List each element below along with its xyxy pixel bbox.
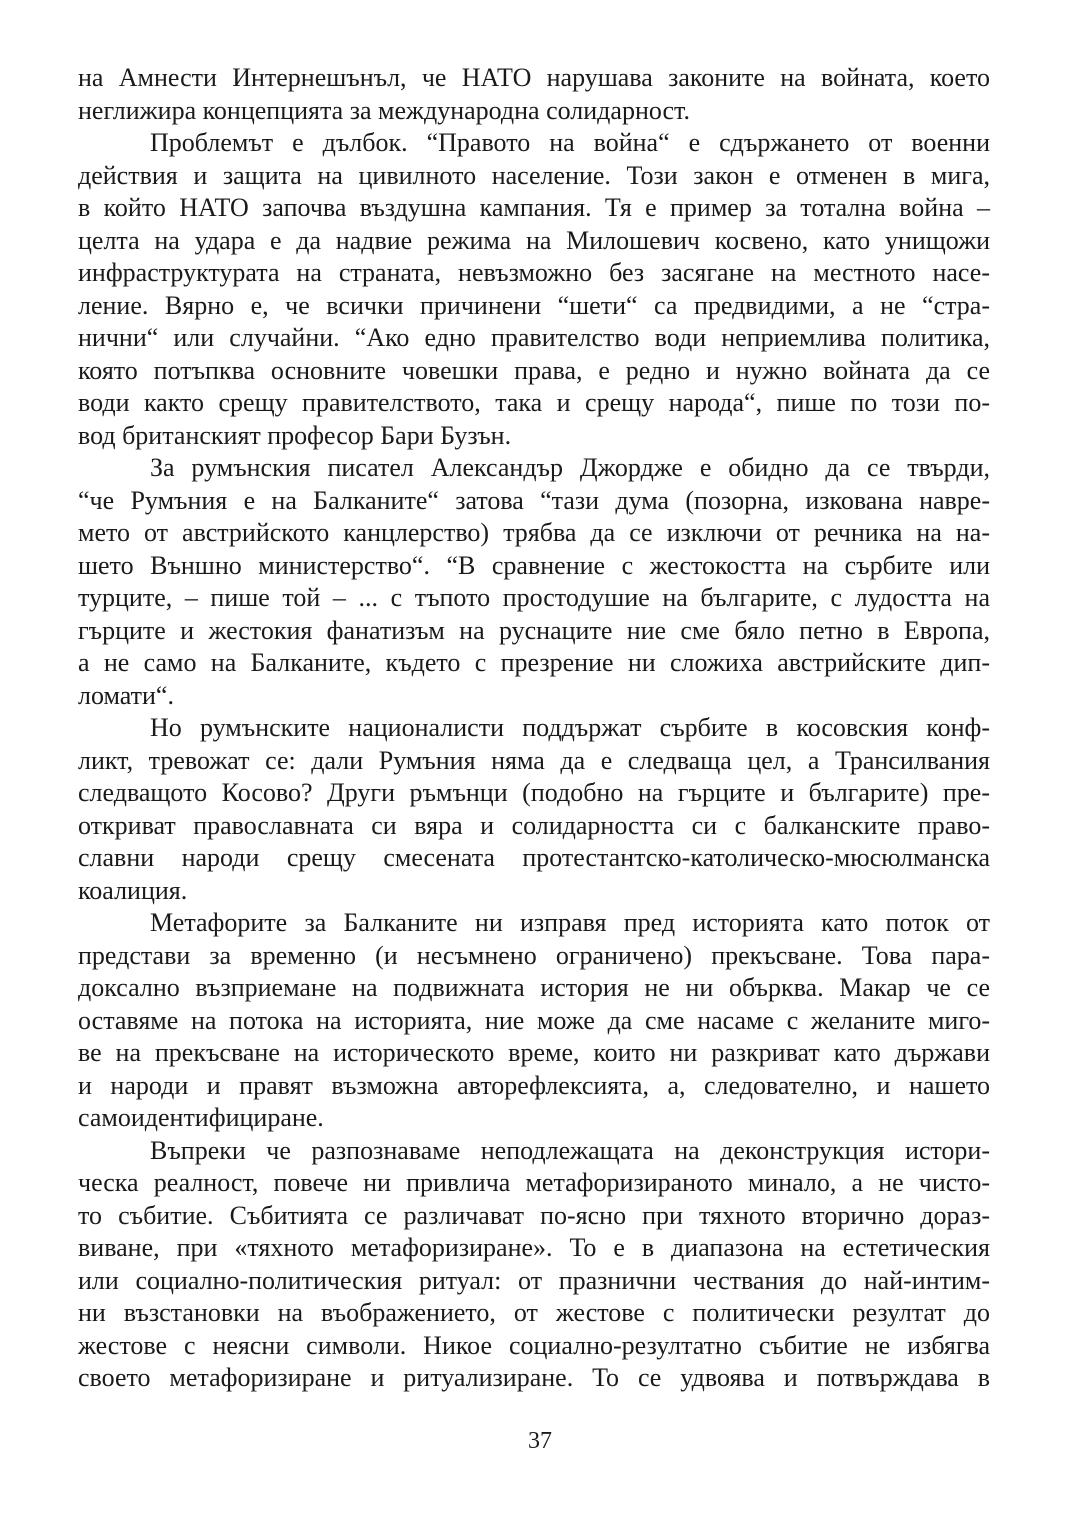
text-line: целта на удара е да надвие режима на Милошевич косвено, като унищожи — [78, 225, 990, 255]
text-line: на Амнести Интернешънъл, че НАТО нарушава законите на войната, което — [78, 63, 990, 92]
text-line: и народи и правят възможна авторефлексията, а, следователно, и нашето — [78, 1070, 990, 1100]
text-line: Метафорите за Балканите ни изправя пред историята като поток от — [150, 908, 990, 937]
text-line: Проблемът е дълбок. “Правото на война“ е сдържането от военни — [150, 128, 990, 157]
text-line: вод британският професор Бари Бузън. — [78, 420, 512, 450]
text-line: оставяме на потока на историята, ние може да сме насаме с желаните миго- — [78, 1005, 990, 1035]
text-line: коалиция. — [78, 875, 188, 905]
paragraph — [78, 452, 990, 712]
text-line: следващото Косово? Други ръмънци (подобно на гърците и българите) пре- — [78, 778, 990, 807]
paragraph — [78, 127, 990, 452]
paragraph — [78, 907, 990, 1135]
text-line: мето от австрийското канцлерство) трябва да се изключи от речника на на- — [78, 518, 990, 547]
text-line: виване, при «тяхното метафоризиране». То е в диапазона на естетическия — [78, 1233, 990, 1262]
paragraph — [78, 1135, 990, 1395]
text-line: действия и защита на цивилното население. Този закон е отменен в мига, — [78, 160, 990, 190]
text-line: ческа реалност, повече ни привлича метафоризираното минало, а не чисто- — [78, 1168, 990, 1197]
text-line: жестове с неясни символи. Никое социално-резултатно събитие не избягва — [78, 1330, 990, 1360]
text-line: ление. Вярно е, че всички причинени “шети“ са предвидими, а не “стра- — [78, 290, 990, 320]
text-line: или социално-политическия ритуал: от празнични чествания до най-интим- — [78, 1265, 990, 1295]
text-line: то събитие. Събитията се различават по-ясно при тяхното вторично дораз- — [78, 1200, 990, 1230]
text-line: самоидентифициране. — [78, 1103, 324, 1132]
paragraph — [78, 62, 990, 127]
text-line: която потъпква основните човешки права, е редно и нужно войната да се — [78, 355, 990, 385]
text-line: турците, – пише той – ... с тъпото простодушие на българите, с лудостта на — [78, 583, 990, 612]
text-line: славни народи срещу смесената протестантско-католическо-мюсюлманска — [78, 843, 990, 872]
text-line: инфраструктурата на страната, невъзможно без засягане на местното насе- — [78, 258, 990, 287]
text-line: неглижира концепцията за международна солидарност. — [78, 95, 690, 125]
text-line: а не само на Балканите, където с презрение ни сложиха австрийските дип- — [78, 648, 990, 677]
text-line: води както срещу правителството, така и срещу народа“, пише по този по- — [78, 388, 990, 417]
text-line: Но румънските националисти поддържат сърбите в косовския конф- — [150, 713, 990, 742]
text-line: в който НАТО започва въздушна кампания. Тя е пример за тотална война – — [78, 193, 990, 222]
text-line: За румънския писател Александър Джордже е обидно да се твърди, — [150, 453, 990, 482]
text-line: ломати“. — [78, 680, 174, 710]
text-line: гърците и жестокия фанатизъм на руснаците ние сме бяло петно в Европа, — [78, 615, 990, 645]
text-line: нични“ или случайни. “Ако едно правителство води неприемлива политика, — [78, 323, 990, 352]
text-line: своето метафоризиране и ритуализиране. То се удвоява и потвърждава в — [78, 1363, 990, 1392]
text-line: представи за временно (и несъмнено ограничено) прекъсване. Това пара- — [78, 940, 990, 970]
text-line: доксално възприемане на подвижната история не ни обърква. Макар че се — [78, 973, 990, 1002]
text-line: ве на прекъсване на историческото време, които ни разкриват като държави — [78, 1038, 990, 1067]
page-body — [78, 62, 990, 1395]
text-line: “че Румъния е на Балканите“ затова “тази дума (позорна, изкована навре- — [78, 485, 990, 515]
text-line: шето Външно министерство“. “В сравнение с жестокостта на сърбите или — [78, 550, 990, 580]
page-number: 37 — [528, 1428, 552, 1454]
text-line: откриват православната си вяра и солидарността си с балканските право- — [78, 810, 990, 840]
text-line: Въпреки че разпознаваме неподлежащата на деконструкция истори- — [150, 1135, 990, 1165]
paragraph — [78, 712, 990, 907]
text-line: ни възстановки на въображението, от жестове с политически резултат до — [78, 1298, 990, 1327]
text-line: ликт, тревожат се: дали Румъния няма да е следваща цел, а Трансилвания — [78, 745, 990, 775]
